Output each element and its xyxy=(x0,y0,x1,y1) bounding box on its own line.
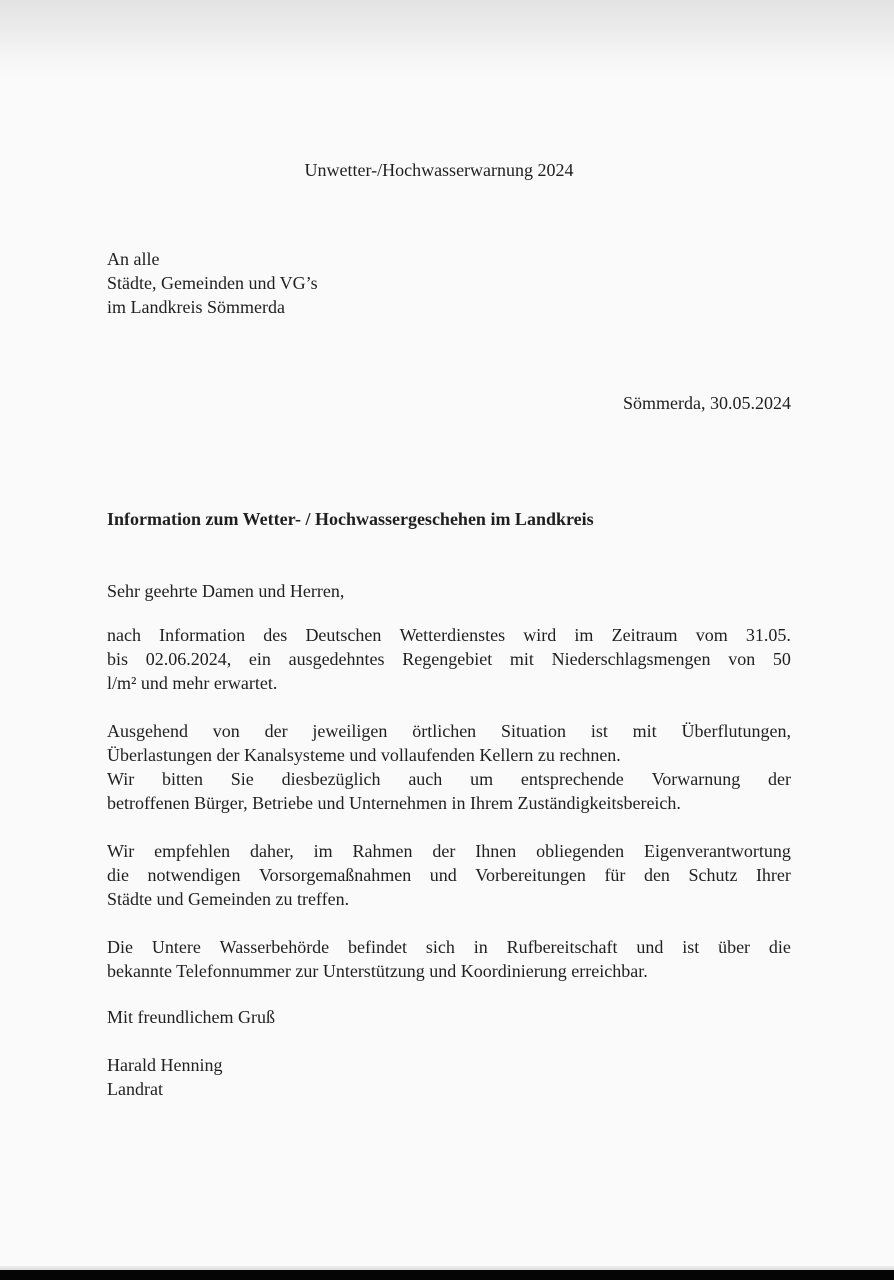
word: diesbezüglich xyxy=(281,769,381,789)
signer-name: Harald Henning xyxy=(107,1055,223,1075)
word: vom xyxy=(695,625,728,645)
word: im xyxy=(313,841,333,861)
word: bis xyxy=(107,649,129,669)
word: Vorsorgemaßnahmen xyxy=(258,865,412,885)
word: von xyxy=(728,649,756,669)
word: Überflutungen, xyxy=(681,721,791,741)
word: Die xyxy=(107,937,133,957)
word: sich xyxy=(425,937,455,957)
word: Untere xyxy=(151,937,201,957)
word: ist xyxy=(682,937,700,957)
subject-line: Information zum Wetter- / Hochwassergeschehen im Landkreis xyxy=(107,509,594,529)
word: für xyxy=(604,865,626,885)
place-date: Sömmerda, 30.05.2024 xyxy=(623,393,791,413)
word: befindet xyxy=(348,937,408,957)
recipient-line: im Landkreis Sömmerda xyxy=(107,297,285,317)
salutation: Sehr geehrte Damen und Herren, xyxy=(107,581,345,601)
word: des xyxy=(263,625,288,645)
word: Situation xyxy=(501,721,567,741)
word: mit xyxy=(509,649,534,669)
justified-line xyxy=(107,935,791,959)
word: örtlichen xyxy=(412,721,477,741)
word: Information xyxy=(159,625,246,645)
word: daher, xyxy=(249,841,294,861)
justified-line xyxy=(107,623,791,647)
word: über xyxy=(718,937,751,957)
word: 50 xyxy=(772,649,791,669)
word: Eigenverantwortung xyxy=(643,841,791,861)
word: im xyxy=(574,625,594,645)
word: Vorbereitungen xyxy=(475,865,586,885)
closing: Mit freundlichem Gruß xyxy=(107,1007,275,1027)
word: um xyxy=(470,769,494,789)
justified-line xyxy=(107,647,791,671)
word: und xyxy=(636,937,664,957)
word: Ausgehend xyxy=(107,721,188,741)
paragraph-last-line: l/m² und mehr erwartet. xyxy=(107,673,278,693)
justified-line xyxy=(107,767,791,791)
word: jeweiligen xyxy=(312,721,388,741)
word: empfehlen xyxy=(154,841,231,861)
word: ist xyxy=(590,721,608,741)
word: Niederschlagsmengen xyxy=(551,649,711,669)
word: Ihnen xyxy=(475,841,517,861)
word: obliegenden xyxy=(536,841,625,861)
document-title xyxy=(107,158,791,182)
paragraph-last-line: Städte und Gemeinden zu treffen. xyxy=(107,889,350,909)
word: in xyxy=(473,937,488,957)
word: der xyxy=(767,769,791,789)
word: ein xyxy=(248,649,271,669)
justified-line xyxy=(107,719,791,743)
word: 31.05. xyxy=(745,625,791,645)
word: und xyxy=(429,865,457,885)
word: den xyxy=(643,865,670,885)
bottom-navigation-bar xyxy=(0,1270,894,1280)
word: Regengebiet xyxy=(402,649,493,669)
word: Ihrer xyxy=(755,865,791,885)
recipient-line: An alle xyxy=(107,249,160,269)
word: ausgedehntes xyxy=(288,649,385,669)
word: Wasserbehörde xyxy=(219,937,330,957)
word: die xyxy=(768,937,791,957)
paragraph-1 xyxy=(107,623,791,695)
word: entsprechende xyxy=(520,769,624,789)
word: der xyxy=(264,721,288,741)
word: nach xyxy=(107,625,141,645)
recipient-line: Städte, Gemeinden und VG’s xyxy=(107,273,318,293)
paragraph-last-line: betroffenen Bürger, Betriebe und Unternehmen in Ihrem Zuständigkeitsbereich. xyxy=(107,793,681,813)
paragraph-2 xyxy=(107,719,791,815)
word: Wir xyxy=(107,841,135,861)
top-shadow xyxy=(0,0,894,80)
word: mit xyxy=(632,721,657,741)
word: Rufbereitschaft xyxy=(506,937,618,957)
word: Vorwarnung xyxy=(651,769,741,789)
word: Zeitraum xyxy=(611,625,678,645)
paragraph-line: Überlastungen der Kanalsysteme und vollaufenden Kellern zu rechnen. xyxy=(107,745,621,765)
word: Wetterdienstes xyxy=(399,625,506,645)
word: bitten xyxy=(162,769,204,789)
word: Wir xyxy=(107,769,135,789)
recipient-block xyxy=(107,247,318,319)
word: der xyxy=(432,841,456,861)
word: notwendigen xyxy=(147,865,241,885)
word: Deutschen xyxy=(305,625,382,645)
paragraph-last-line: bekannte Telefonnummer zur Unterstützung und Koordinierung erreichbar. xyxy=(107,961,648,981)
justified-line xyxy=(107,863,791,887)
word: die xyxy=(107,865,129,885)
signer-role: Landrat xyxy=(107,1079,163,1099)
word: Sie xyxy=(230,769,254,789)
document-title-text: Unwetter-/Hochwasserwarnung 2024 xyxy=(304,160,574,180)
word: von xyxy=(212,721,240,741)
justified-line xyxy=(107,839,791,863)
paragraph-4 xyxy=(107,935,791,983)
word: wird xyxy=(523,625,557,645)
word: 02.06.2024, xyxy=(145,649,232,669)
word: auch xyxy=(408,769,443,789)
signature-block xyxy=(107,1053,222,1101)
word: Rahmen xyxy=(352,841,413,861)
paragraph-3 xyxy=(107,839,791,911)
word: Schutz xyxy=(688,865,738,885)
